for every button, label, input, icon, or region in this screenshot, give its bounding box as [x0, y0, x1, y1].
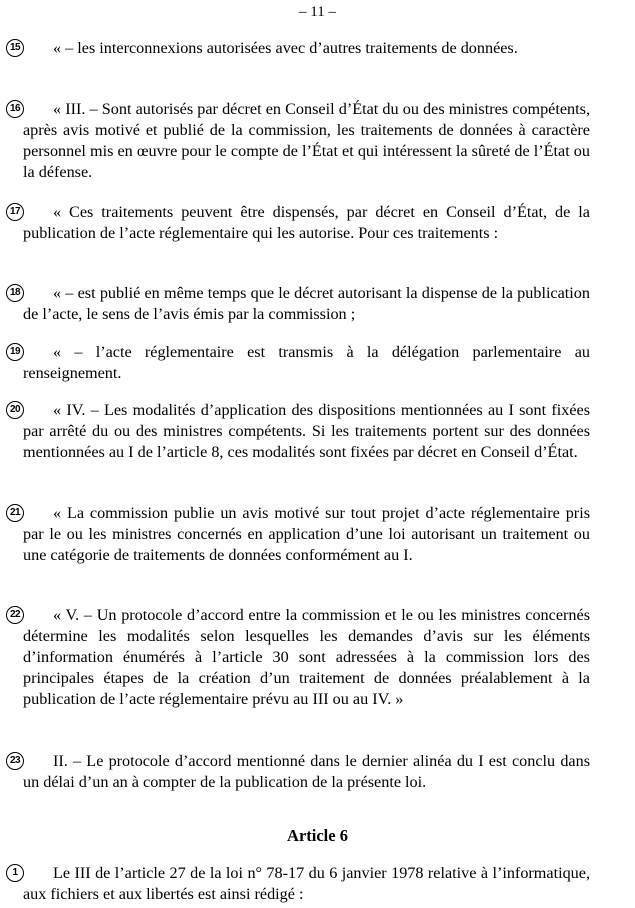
paragraph-text: Le III de l’article 27 de la loi n° 78-17 du 6 janvier 1978 relative à l’informatique, aux fichiers et aux libertés est ainsi rédigé : [23, 864, 590, 903]
paragraph-text: « – l’acte réglementaire est transmis à la délégation parlementaire au renseignement. [23, 343, 590, 382]
paragraph-text: II. – Le protocole d’accord mentionné dans le dernier alinéa du I est conclu dans un délai d’un an à compter de la publication de la présente loi. [23, 752, 590, 791]
article-heading: Article 6 [287, 826, 348, 845]
paragraph-number-badge: 18 [6, 284, 24, 302]
page-number: – 11 – [299, 4, 336, 20]
paragraph-text: « IV. – Les modalités d’application des dispositions mentionnées au I sont fixées par arrêté du ou des ministres compétents. Si les traitements portent sur des données mentionnées au I de l’article 8, ces modalités sont fixées par décret en Conseil d’État. [23, 401, 590, 461]
paragraph-number-badge: 22 [6, 606, 24, 624]
paragraph-number-badge: 16 [6, 100, 24, 118]
paragraph-number-badge: 23 [6, 752, 24, 770]
paragraph-number-badge: 19 [6, 343, 24, 361]
paragraph-text: « La commission publie un avis motivé sur tout projet d’acte réglementaire pris par le ou les ministres concernés en application d’une loi autorisant un traitement ou une catégorie de traitements de données conformément au I. [23, 504, 590, 564]
paragraph-number-badge: 21 [6, 504, 24, 522]
paragraph-text: « III. – Sont autorisés par décret en Conseil d’État du ou des ministres compétents, après avis motivé et publié de la commission, les traitements de données à caractère personnel mis en œuvre pour le compte de l’État et qui intéressent la sûreté de l’État ou la défense. [23, 100, 590, 181]
paragraph-text: « Ces traitements peuvent être dispensés, par décret en Conseil d’État, de la publication de l’acte réglementaire qui les autorise. Pour ces traitements : [23, 203, 590, 242]
paragraph-number-badge: 1 [6, 864, 24, 882]
paragraph-number-badge: 20 [6, 401, 24, 419]
paragraph-text: « – est publié en même temps que le décret autorisant la dispense de la publication de l’acte, le sens de l’avis émis par la commission ; [23, 284, 590, 323]
paragraph-text: « V. – Un protocole d’accord entre la commission et le ou les ministres concernés détermine les modalités selon lesquelles les demandes d’avis sur les éléments d’information énumérés à l’article 30 sont adressées à la commission lors des principales étapes de la création d’un traitement de données préalablement à la publication de l’acte réglementaire prévu au III ou au IV. » [23, 606, 590, 708]
paragraph-number-badge: 15 [6, 39, 24, 57]
paragraph-text: « – les interconnexions autorisées avec d’autres traitements de données. [53, 39, 518, 57]
paragraph-number-badge: 17 [6, 203, 24, 221]
